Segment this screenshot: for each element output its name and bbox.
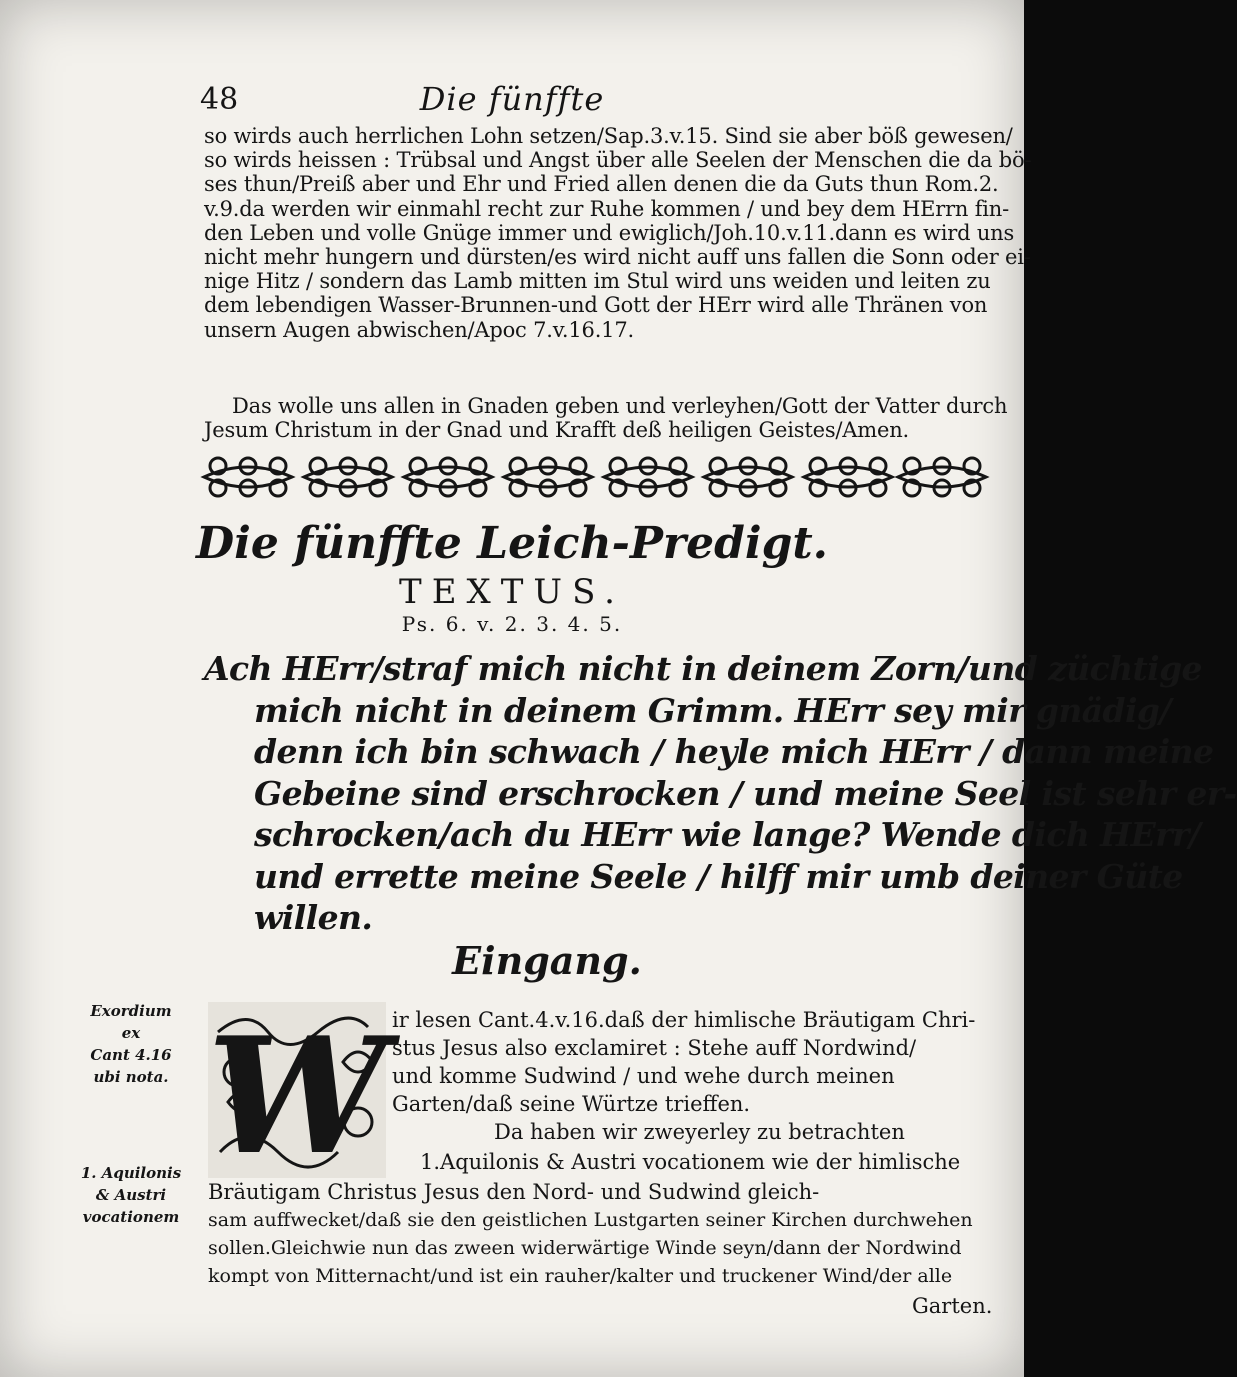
text-line: ir lesen Cant.4.v.16.daß der himlische Bräutigam Chri- [392, 1008, 976, 1032]
page-number: 48 [200, 82, 239, 117]
margin-note-line: ubi nota. [93, 1068, 169, 1086]
margin-note-line: ex [121, 1024, 141, 1042]
margin-note-line: Exordium [90, 1002, 172, 1020]
text-line: sollen.Gleichwie nun das zween widerwärtige Winde seyn/dann der Nordwind [208, 1237, 962, 1259]
running-title: Die fünffte [419, 80, 605, 118]
text-line: ses thun/Preiß aber und Ehr und Fried allen denen die da Guts thun Rom.2. [204, 172, 999, 197]
text-line: den Leben und volle Gnüge immer und ewiglich/Joh.10.v.11.dann es wird uns [204, 220, 1015, 245]
text-line: so wirds heissen : Trübsal und Angst über alle Seelen der Menschen die da bö- [204, 148, 1032, 173]
textus-reference: Ps. 6. v. 2. 3. 4. 5. [401, 612, 623, 636]
text-line: und komme Sudwind / und wehe durch meinen [392, 1064, 895, 1088]
text-line: Bräutigam Christus Jesus den Nord- und Sudwind gleich- [208, 1180, 820, 1204]
margin-note-line: 1. Aquilonis [80, 1164, 182, 1182]
text-line: nicht mehr hungern und dürsten/es wird nicht auff uns fallen die Sonn oder ei- [204, 245, 1031, 270]
textus-label: TEXTUS. [399, 572, 625, 612]
initial-letter: W [207, 1002, 387, 1190]
text-line: so wirds auch herrlichen Lohn setzen/Sap.3.v.15. Sind sie aber böß gewesen/ [204, 124, 1013, 148]
text-line: nige Hitz / sondern das Lamb mitten im Stul wird uns weiden und leiten zu [204, 269, 991, 294]
text-line: unsern Augen abwischen/Apoc 7.v.16.17. [204, 317, 634, 342]
margin-note-line: vocationem [82, 1208, 180, 1226]
margin-note-line: Cant 4.16 [90, 1046, 172, 1064]
text-line: 1.Aquilonis & Austri vocationem wie der himlische [420, 1150, 961, 1174]
text-line: Jesum Christum in der Gnad und Krafft deß heiligen Geistes/Amen. [204, 418, 909, 443]
text-line: Gebeine sind erschrocken / und meine Seel ist sehr er- [254, 773, 1237, 813]
margin-note-line: & Austri [95, 1186, 167, 1204]
text-line: und errette meine Seele / hilff mir umb deiner Güte [254, 856, 1183, 896]
text-line: Ach HErr/straf mich nicht in deinem Zorn/und züchtige [204, 649, 1202, 688]
text-line: Das wolle uns allen in Gnaden geben und verleyhen/Gott der Vatter durch [232, 394, 1008, 418]
text-line: schrocken/ach du HErr wie lange? Wende dich HErr/ [254, 815, 1201, 854]
eingang-heading: Eingang. [452, 938, 642, 983]
text-line: stus Jesus also exclamiret : Stehe auff Nordwind/ [392, 1036, 917, 1060]
text-line: Da haben wir zweyerley zu betrachten [494, 1120, 905, 1144]
text-line: willen. [254, 898, 373, 937]
text-line: dem lebendigen Wasser-Brunnen-und Gott der HErr wird alle Thränen von [204, 293, 988, 318]
sermon-title: Die fünffte Leich-Predigt. [196, 518, 828, 569]
text-line: denn ich bin schwach / heyle mich HErr / dann meine [254, 732, 1214, 771]
text-line: sam auffwecket/daß sie den geistlichen Lustgarten seiner Kirchen durchwehen [208, 1209, 973, 1231]
text-line: kompt von Mitternacht/und ist ein rauher/kalter und truckener Wind/der alle [208, 1265, 953, 1287]
text-line: Garten/daß seine Würtze trieffen. [392, 1092, 751, 1116]
catchword: Garten. [912, 1294, 993, 1318]
text-line: v.9.da werden wir einmahl recht zur Ruhe kommen / und bey dem HErrn fin- [204, 196, 1010, 221]
text-line: mich nicht in deinem Grimm. HErr sey mir gnädig/ [254, 690, 1171, 730]
